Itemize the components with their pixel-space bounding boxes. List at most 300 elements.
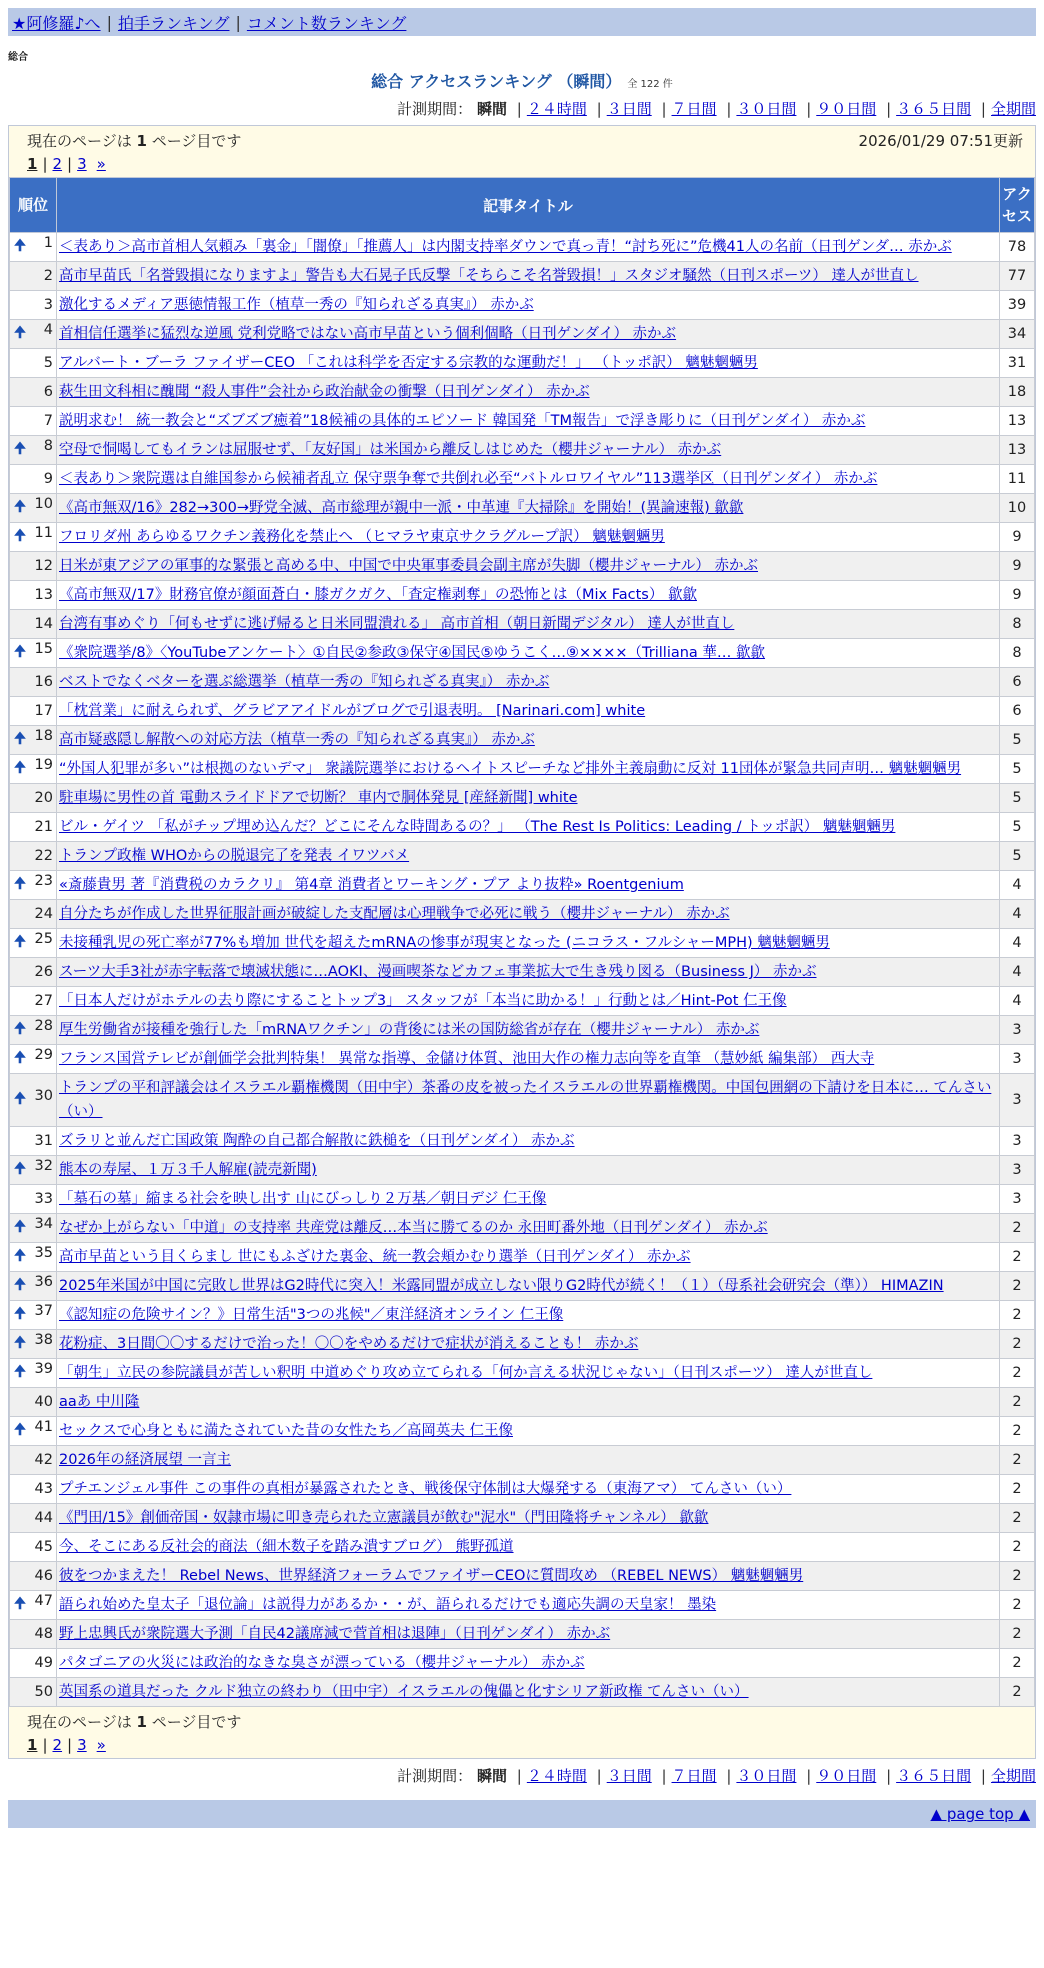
- clap-ranking-link[interactable]: 拍手ランキング: [117, 13, 230, 33]
- rank-cell: [10, 494, 57, 523]
- rank-number: 46: [34, 1568, 53, 1584]
- title-cell: [57, 784, 1000, 813]
- article-link[interactable]: 説明求む！ 統一教会と“ズブズブ癒着”18候補の具体的エピソード 韓国発「TM報告」で浮き彫りに（日刊ゲンダイ） 赤かぶ: [59, 413, 866, 429]
- article-link[interactable]: 萩生田文科相に醜聞 “殺人事件”会社から政治献金の衝撃（日刊ゲンダイ） 赤かぶ: [59, 384, 590, 400]
- rank-number: 9: [43, 471, 53, 487]
- rank-cell: [10, 1417, 57, 1446]
- up-arrow-icon: 🠉: [14, 324, 27, 341]
- rank-cell: [10, 755, 57, 784]
- rank-number: 19: [34, 756, 53, 773]
- rank-number: 30: [34, 1087, 53, 1104]
- article-link[interactable]: トランプの平和評議会はイスラエル覇権機関（田中宇）茶番の皮を被ったイスラエルの世界覇権機関。中国包囲網の下請けを日本に… てんさい（い）: [59, 1080, 992, 1120]
- rank-number: 8: [43, 437, 53, 454]
- up-arrow-icon: 🠉: [14, 1421, 27, 1438]
- table-row: [10, 697, 1035, 726]
- rank-number: 20: [34, 790, 53, 806]
- rank-number: 16: [34, 674, 53, 690]
- title-cell: [57, 494, 1000, 523]
- access-count: 4: [1000, 958, 1035, 987]
- table-row: [10, 900, 1035, 929]
- table-row: [10, 1388, 1035, 1417]
- table-row: [10, 1562, 1035, 1591]
- access-count: 5: [1000, 813, 1035, 842]
- article-link[interactable]: 空母で恫喝してもイランは屈服せず、「友好国」は米国から離反しはじめた（櫻井ジャーナル） 赤かぶ: [59, 442, 722, 458]
- access-count: 6: [1000, 668, 1035, 697]
- access-count: 8: [1000, 639, 1035, 668]
- table-row: [10, 1074, 1035, 1127]
- title-cell: [57, 1417, 1000, 1446]
- access-count: 3: [1000, 1185, 1035, 1214]
- title-cell: [57, 697, 1000, 726]
- title-cell: [57, 1330, 1000, 1359]
- rank-number: 28: [34, 1017, 53, 1034]
- up-arrow-icon: 🠉: [14, 527, 27, 544]
- title-cell: [57, 1016, 1000, 1045]
- access-count: 13: [1000, 436, 1035, 465]
- rank-number: 44: [34, 1510, 53, 1526]
- access-count: 11: [1000, 465, 1035, 494]
- article-link[interactable]: パタゴニアの火災には政治的なきな臭さが漂っている（櫻井ジャーナル） 赤かぶ: [59, 1655, 585, 1671]
- page-info-bottom: [9, 1707, 1035, 1758]
- page-status: 現在のページは 1 ページ目です: [27, 1713, 242, 1731]
- title-cell: [57, 1156, 1000, 1185]
- article-link[interactable]: “外国人犯罪が多い”は根拠のないデマ」 衆議院選挙におけるヘイトスピーチなど排外主義扇動に反対 11団体が緊急共同声明… 魑魅魍魎男: [59, 761, 962, 777]
- table-row: [10, 1591, 1035, 1620]
- title-cell: [57, 668, 1000, 697]
- article-link[interactable]: 「日本人だけがホテルの去り際にすることトップ3」 スタッフが「本当に助かる！」行動とは／Hint-Pot 仁王像: [59, 993, 787, 1009]
- rank-cell: [10, 407, 57, 436]
- access-count: 31: [1000, 349, 1035, 378]
- page-3-link[interactable]: 3: [77, 1736, 87, 1754]
- article-link[interactable]: 2025年米国が中国に完敗し世界はG2時代に突入！米露同盟が成立しない限りG2時代が続く！（１）（母系社会研究会（準）） HIMAZIN: [59, 1278, 944, 1294]
- access-count: 2: [1000, 1649, 1035, 1678]
- table-row: [10, 755, 1035, 784]
- rank-cell: [10, 1330, 57, 1359]
- article-link[interactable]: 《高市無双/16》282→300→野党全滅、高市総理が親中一派・中革連『大掃除』を開始！(異論速報) 歙歙: [59, 500, 744, 516]
- access-count: 5: [1000, 842, 1035, 871]
- page-2-link[interactable]: 2: [52, 155, 63, 173]
- up-arrow-icon: 🠉: [14, 643, 27, 660]
- title-cell: [57, 1475, 1000, 1504]
- rank-number: 18: [34, 727, 53, 744]
- table-row: [10, 784, 1035, 813]
- period-30d-link[interactable]: ３０日間: [736, 1767, 797, 1785]
- access-count: 2: [1000, 1243, 1035, 1272]
- article-link[interactable]: スーツ大手3社が赤字転落で壊滅状態に…AOKI、漫画喫茶などカフェ事業拡大で生き残り図る（Business J） 赤かぶ: [59, 964, 817, 980]
- up-arrow-icon: 🠉: [14, 1276, 27, 1293]
- rank-number: 39: [34, 1360, 53, 1377]
- access-count: 2: [1000, 1359, 1035, 1388]
- article-link[interactable]: 熊本の寿屋、１万３千人解雇(読売新聞): [59, 1162, 317, 1178]
- title-cell: [57, 1214, 1000, 1243]
- rank-number: 35: [34, 1244, 53, 1261]
- rank-number: 31: [34, 1133, 53, 1149]
- rank-cell: [10, 1533, 57, 1562]
- article-link[interactable]: 語られ始めた皇太子「退位論」は説得力があるか・・が、語られるだけでも適応失調の天皇家！ 墨染: [59, 1597, 717, 1613]
- title-cell: [57, 610, 1000, 639]
- article-link[interactable]: プチエンジェル事件 この事件の真相が暴露されたとき、戦後保守体制は大爆発する（東海アマ） てんさい（い）: [59, 1481, 792, 1497]
- title-cell: [57, 1127, 1000, 1156]
- rank-cell: [10, 1185, 57, 1214]
- up-arrow-icon: 🠉: [14, 1218, 27, 1235]
- rank-number: 22: [34, 848, 53, 864]
- table-row: [10, 1045, 1035, 1074]
- title-cell: [57, 465, 1000, 494]
- rank-cell: [10, 987, 57, 1016]
- article-link[interactable]: なぜか上がらない「中道」の支持率 共産党は離反…本当に勝てるのか 永田町番外地（日刊ゲンダイ） 赤かぶ: [59, 1220, 768, 1236]
- rank-number: 25: [34, 930, 53, 947]
- table-row: [10, 1620, 1035, 1649]
- table-row: [10, 929, 1035, 958]
- article-link[interactable]: 台湾有事めぐり「何もせずに逃げ帰ると日米同盟潰れる」 高市首相（朝日新聞デジタル） 達人が世直し: [59, 616, 735, 632]
- table-row: [10, 1417, 1035, 1446]
- rank-number: 6: [43, 384, 53, 400]
- article-link[interactable]: 未接種乳児の死亡率が77%も増加 世代を超えたmRNAの惨事が現実となった (ニコラス・フルシャーMPH) 魑魅魍魎男: [59, 935, 830, 951]
- rank-cell: [10, 813, 57, 842]
- rank-number: 32: [34, 1157, 53, 1174]
- title-cell: [57, 291, 1000, 320]
- rank-cell: [10, 726, 57, 755]
- article-link[interactable]: ビル・ゲイツ 「私がチップ埋め込んだ？どこにそんな時間あるの？」 （The Rest Is Politics: Leading / トッポ訳） 魑魅魍魎男: [59, 819, 896, 835]
- page-info-top: [9, 126, 1035, 177]
- access-count: 9: [1000, 552, 1035, 581]
- rank-number: 40: [34, 1394, 53, 1410]
- period-30d-link[interactable]: ３０日間: [736, 100, 797, 118]
- home-link[interactable]: ★阿修羅♪へ: [12, 13, 101, 33]
- rank-cell: [10, 1016, 57, 1045]
- up-arrow-icon: 🠉: [14, 1595, 27, 1612]
- period-current: 瞬間: [476, 1767, 507, 1785]
- title-cell: [57, 1562, 1000, 1591]
- rank-cell: [10, 1074, 57, 1127]
- rank-number: 34: [34, 1215, 53, 1232]
- article-link[interactable]: 英国系の道具だった クルド独立の終わり（田中宇）イスラエルの傀儡と化すシリア新政権 てんさい（い）: [59, 1684, 749, 1700]
- rank-cell: [10, 378, 57, 407]
- rank-number: 50: [34, 1684, 53, 1700]
- table-row: [10, 523, 1035, 552]
- article-link[interactable]: 《高市無双/17》財務官僚が顔面蒼白・膝ガクガク、「査定権剥奪」の恐怖とは（Mix Facts） 歙歙: [59, 587, 697, 603]
- period-3d-link[interactable]: ３日間: [606, 1767, 652, 1785]
- table-row: [10, 668, 1035, 697]
- rank-cell: [10, 610, 57, 639]
- rank-number: 7: [43, 413, 53, 429]
- period-3d-link[interactable]: ３日間: [606, 100, 652, 118]
- table-row: [10, 1214, 1035, 1243]
- up-arrow-icon: 🠉: [14, 933, 27, 950]
- access-count: 2: [1000, 1591, 1035, 1620]
- table-row: [10, 262, 1035, 291]
- period-all-link[interactable]: 全期間: [990, 100, 1036, 118]
- title-cell: [57, 929, 1000, 958]
- page-2-link[interactable]: 2: [52, 1736, 63, 1754]
- title-cell: [57, 349, 1000, 378]
- article-link[interactable]: 駐車場に男性の首 電動スライドドアで切断？ 車内で胴体発見 [産経新聞] white: [59, 790, 578, 806]
- table-row: [10, 1301, 1035, 1330]
- rank-cell: [10, 523, 57, 552]
- table-row: [10, 1243, 1035, 1272]
- rank-cell: [10, 349, 57, 378]
- access-count: 13: [1000, 407, 1035, 436]
- table-row: [10, 1359, 1035, 1388]
- rank-number: 3: [43, 297, 53, 313]
- next-page-link[interactable]: »: [96, 1736, 106, 1754]
- access-count: 4: [1000, 929, 1035, 958]
- rank-number: 29: [34, 1046, 53, 1063]
- table-row: [10, 871, 1035, 900]
- rank-number: 10: [34, 495, 53, 512]
- period-365d-link[interactable]: ３６５日間: [896, 100, 972, 118]
- article-link[interactable]: 野上忠興氏が衆院選大予測「自民42議席減で菅首相は退陣」（日刊ゲンダイ） 赤かぶ: [59, 1626, 611, 1642]
- rank-number: 2: [43, 268, 53, 284]
- table-row: [10, 494, 1035, 523]
- rank-cell: [10, 291, 57, 320]
- access-count: 5: [1000, 784, 1035, 813]
- access-count: 2: [1000, 1475, 1035, 1504]
- article-link[interactable]: 日米が東アジアの軍事的な緊張と高める中、中国で中央軍事委員会副主席が失脚（櫻井ジャーナル） 赤かぶ: [59, 558, 759, 574]
- table-row: [10, 552, 1035, 581]
- period-7d-link[interactable]: ７日間: [671, 1767, 717, 1785]
- period-all-link[interactable]: 全期間: [990, 1767, 1036, 1785]
- article-link[interactable]: トランプ政権 WHOからの脱退完了を発表 イワツバメ: [59, 848, 410, 864]
- rank-number: 49: [34, 1655, 53, 1671]
- article-link[interactable]: 厚生労働省が接種を強行した「mRNAワクチン」の背後には米の国防総省が存在（櫻井ジャーナル） 赤かぶ: [59, 1022, 760, 1038]
- access-count: 3: [1000, 1045, 1035, 1074]
- rank-number: 37: [34, 1302, 53, 1319]
- article-link[interactable]: 「枕営業」に耐えられず、グラビアアイドルがブログで引退表明。 [Narinari.com] white: [59, 703, 646, 719]
- rank-cell: [10, 668, 57, 697]
- table-row: [10, 1272, 1035, 1301]
- rank-cell: [10, 1127, 57, 1156]
- up-arrow-icon: 🠉: [14, 1334, 27, 1351]
- period-90d-link[interactable]: ９０日間: [816, 100, 877, 118]
- table-row: [10, 320, 1035, 349]
- table-row: [10, 842, 1035, 871]
- rank-number: 26: [34, 964, 53, 980]
- article-link[interactable]: 《門田/15》創価帝国・奴隷市場に叩き売られた立憲議員が飲む"泥水"（門田隆将チャンネル） 歙歙: [59, 1510, 709, 1526]
- period-label: 計測期間：: [397, 1767, 473, 1785]
- category-tag: 総合: [8, 52, 28, 63]
- rank-number: 48: [34, 1626, 53, 1642]
- period-7d-link[interactable]: ７日間: [671, 100, 717, 118]
- title-cell: [57, 1446, 1000, 1475]
- table-row: [10, 465, 1035, 494]
- period-label: 計測期間：: [397, 100, 473, 118]
- title-cell: [57, 262, 1000, 291]
- total-count: 全 122 件: [627, 79, 673, 90]
- article-link[interactable]: ベストでなくベターを選ぶ総選挙（植草一秀の『知られざる真実』） 赤かぶ: [59, 674, 550, 690]
- period-selector-top: 計測期間： 瞬間 | ２４時間 | ３日間 | ７日間 | ３０日間 | ９０日間 | ３６５日間 | 全期間: [397, 100, 1036, 118]
- period-365d-link[interactable]: ３６５日間: [896, 1767, 972, 1785]
- rank-cell: [10, 233, 57, 262]
- access-count: 9: [1000, 581, 1035, 610]
- article-link[interactable]: aaあ 中川隆: [59, 1394, 140, 1410]
- article-link[interactable]: フロリダ州 あらゆるワクチン義務化を禁止へ （ヒマラヤ東京サクラグループ訳） 魑魅魍魎男: [59, 529, 665, 545]
- rank-cell: [10, 320, 57, 349]
- access-count: 2: [1000, 1214, 1035, 1243]
- access-count: 3: [1000, 1127, 1035, 1156]
- article-link[interactable]: 激化するメディア悪徳情報工作（植草一秀の『知られざる真実』） 赤かぶ: [59, 297, 534, 313]
- title-cell: [57, 552, 1000, 581]
- article-link[interactable]: 高市早苗氏「名誉毀損になりますよ」警告も大石晃子氏反撃「そちらこそ名誉毀損！」スタジオ騒然（日刊スポーツ） 達人が世直し: [59, 268, 919, 284]
- title-cell: [57, 639, 1000, 668]
- article-link[interactable]: セックスで心身ともに満たされていた昔の女性たち／高岡英夫 仁王像: [59, 1423, 513, 1439]
- table-row: [10, 1475, 1035, 1504]
- article-link[interactable]: 花粉症、3日間〇〇するだけで治った！〇〇をやめるだけで症状が消えることも！ 赤かぶ: [59, 1336, 639, 1352]
- table-row: [10, 1649, 1035, 1678]
- article-link[interactable]: 今、そこにある反社会的商法（細木数子を踏み潰すブログ） 熊野孤道: [59, 1539, 514, 1555]
- table-row: [10, 436, 1035, 465]
- table-row: [10, 1504, 1035, 1533]
- period-selector-bottom: 計測期間： 瞬間 | ２４時間 | ３日間 | ７日間 | ３０日間 | ９０日間 | ３６５日間 | 全期間: [397, 1767, 1036, 1785]
- title-cell: [57, 1591, 1000, 1620]
- access-count: 2: [1000, 1446, 1035, 1475]
- article-link[interactable]: 自分たちが作成した世界征服計画が破綻した支配層は心理戦争で必死に戦う（櫻井ジャーナル） 赤かぶ: [59, 906, 730, 922]
- article-link[interactable]: «斎藤貴男 著『消費税のカラクリ』 第4章 消費者とワーキング・プア より抜粋» Roentgenium: [59, 877, 684, 893]
- up-arrow-icon: 🠉: [14, 730, 27, 747]
- rank-cell: [10, 436, 57, 465]
- article-link[interactable]: 《衆院選挙/8》〈YouTubeアンケート〉①自民②参政③保守④国民⑤ゆうこく…⑨××××（Trilliana 華… 歙歙: [59, 645, 766, 661]
- article-link[interactable]: 「墓石の墓」縮まる社会を映し出す 山にびっしり２万基／朝日デジ 仁王像: [59, 1191, 547, 1207]
- access-count: 2: [1000, 1562, 1035, 1591]
- article-link[interactable]: 彼をつかまえた！ Rebel News、世界経済フォーラムでファイザーCEOに質問攻め （REBEL NEWS） 魑魅魍魎男: [59, 1568, 804, 1584]
- rank-number: 13: [34, 587, 53, 603]
- period-24h-link[interactable]: ２４時間: [526, 1767, 587, 1785]
- up-arrow-icon: 🠉: [14, 1049, 27, 1066]
- rank-number: 45: [34, 1539, 53, 1555]
- title-cell: [57, 1649, 1000, 1678]
- separator: |: [235, 12, 241, 32]
- access-count: 2: [1000, 1388, 1035, 1417]
- top-nav-bar: [8, 8, 1036, 36]
- rank-cell: [10, 581, 57, 610]
- rank-number: 33: [34, 1191, 53, 1207]
- title-cell: [57, 523, 1000, 552]
- title-cell: [57, 233, 1000, 262]
- rank-cell: [10, 1301, 57, 1330]
- title-cell: [57, 726, 1000, 755]
- rank-cell: [10, 1388, 57, 1417]
- rank-number: 27: [34, 993, 53, 1009]
- article-link[interactable]: 高市疑惑隠し解散への対応方法（植草一秀の『知られざる真実』） 赤かぶ: [59, 732, 535, 748]
- title-cell: [57, 1045, 1000, 1074]
- rank-number: 24: [34, 906, 53, 922]
- rank-cell: [10, 1620, 57, 1649]
- table-row: [10, 1678, 1035, 1707]
- period-24h-link[interactable]: ２４時間: [526, 100, 587, 118]
- table-row: [10, 610, 1035, 639]
- table-row: [10, 726, 1035, 755]
- next-page-link[interactable]: »: [96, 155, 106, 173]
- title-cell: [57, 1504, 1000, 1533]
- article-link[interactable]: ＜表あり＞衆院選は自維国参から候補者乱立 保守票争奪で共倒れ必至“バトルロワイヤル”113選挙区（日刊ゲンダイ） 赤かぶ: [59, 471, 878, 487]
- article-link[interactable]: ＜表あり＞高市首相人気頼み「裏金」「闇僚」「推薦人」は内閣支持率ダウンで真っ青！“討ち死に”危機41人の名前（日刊ゲンダ… 赤かぶ: [59, 239, 952, 255]
- access-count: 2: [1000, 1330, 1035, 1359]
- rank-cell: [10, 465, 57, 494]
- title-cell: [57, 1359, 1000, 1388]
- footer-bar: [8, 1800, 1036, 1828]
- up-arrow-icon: 🠉: [14, 1090, 27, 1107]
- title-cell: [57, 378, 1000, 407]
- access-count: 6: [1000, 697, 1035, 726]
- page-status: 現在のページは 1 ページ目です: [27, 132, 242, 150]
- title-cell: [57, 1301, 1000, 1330]
- page-top-link[interactable]: ▲ page top ▲: [930, 1805, 1030, 1823]
- access-count: 2: [1000, 1504, 1035, 1533]
- title-cell: [57, 900, 1000, 929]
- article-link[interactable]: ズラリと並んだ亡国政策 陶酔の自己都合解散に鉄槌を（日刊ゲンダイ） 赤かぶ: [59, 1133, 575, 1149]
- rank-cell: [10, 262, 57, 291]
- page-1-current: 1: [27, 1736, 38, 1754]
- table-row: [10, 233, 1035, 262]
- access-column-header: アクセス: [1000, 178, 1035, 233]
- page-3-link[interactable]: 3: [77, 155, 87, 173]
- table-row: [10, 407, 1035, 436]
- rank-cell: [10, 1591, 57, 1620]
- access-count: 4: [1000, 871, 1035, 900]
- rank-number: 15: [34, 640, 53, 657]
- rank-number: 43: [34, 1481, 53, 1497]
- article-link[interactable]: 2026年の経済展望 一言主: [59, 1452, 232, 1468]
- access-count: 3: [1000, 1074, 1035, 1127]
- table-row: [10, 1533, 1035, 1562]
- rank-number: 38: [34, 1331, 53, 1348]
- title-cell: [57, 1272, 1000, 1301]
- access-count: 4: [1000, 987, 1035, 1016]
- up-arrow-icon: 🠉: [14, 1305, 27, 1322]
- up-arrow-icon: 🠉: [14, 237, 27, 254]
- rank-cell: [10, 1446, 57, 1475]
- table-row: [10, 581, 1035, 610]
- title-cell: [57, 958, 1000, 987]
- up-arrow-icon: 🠉: [14, 1363, 27, 1380]
- article-link[interactable]: 「朝生」立民の参院議員が苦しい釈明 中道めぐり攻め立てられる「何か言える状況じゃない」（日刊スポーツ） 達人が世直し: [59, 1365, 873, 1381]
- article-link[interactable]: アルバート・ブーラ ファイザーCEO 「これは科学を否定する宗教的な運動だ！」 （トッポ訳） 魑魅魍魎男: [59, 355, 758, 371]
- rank-number: 4: [43, 321, 53, 338]
- period-current: 瞬間: [476, 100, 507, 118]
- up-arrow-icon: 🠉: [14, 759, 27, 776]
- title-column-header: 記事タイトル: [57, 178, 1000, 233]
- up-arrow-icon: 🠉: [14, 498, 27, 515]
- access-count: 10: [1000, 494, 1035, 523]
- table-row: [10, 1127, 1035, 1156]
- period-90d-link[interactable]: ９０日間: [816, 1767, 877, 1785]
- up-arrow-icon: 🠉: [14, 1247, 27, 1264]
- comment-ranking-link[interactable]: コメント数ランキング: [246, 13, 407, 33]
- table-row: [10, 987, 1035, 1016]
- rank-cell: [10, 1272, 57, 1301]
- title-cell: [57, 320, 1000, 349]
- rank-cell: [10, 1156, 57, 1185]
- rank-cell: [10, 639, 57, 668]
- rank-number: 1: [43, 234, 53, 251]
- rank-number: 17: [34, 703, 53, 719]
- title-cell: [57, 1678, 1000, 1707]
- article-link[interactable]: フランス国営テレビが創価学会批判特集！ 異常な指導、金儲け体質、池田大作の権力志向等を直筆 （慧妙紙 編集部） 西大寺: [59, 1051, 875, 1067]
- title-cell: [57, 1185, 1000, 1214]
- rank-column-header: 順位: [10, 178, 57, 233]
- access-count: 9: [1000, 523, 1035, 552]
- article-link[interactable]: 首相信任選挙に猛烈な逆風 党利党略ではない高市早苗という個利個略（日刊ゲンダイ） 赤かぶ: [59, 326, 677, 342]
- rank-cell: [10, 958, 57, 987]
- pagination-top: 1 | 2 | 3 »: [27, 155, 106, 173]
- article-link[interactable]: 《認知症の危険サイン？》日常生活"3つの兆候"／東洋経済オンライン 仁王像: [59, 1307, 564, 1323]
- rank-number: 5: [43, 355, 53, 371]
- title-cell: [57, 1243, 1000, 1272]
- article-link[interactable]: 高市早苗という目くらまし 世にもふざけた裏金、統一教会頬かむり選挙（日刊ゲンダイ） 赤かぶ: [59, 1249, 691, 1265]
- rank-cell: [10, 929, 57, 958]
- title-cell: [57, 581, 1000, 610]
- title-cell: [57, 842, 1000, 871]
